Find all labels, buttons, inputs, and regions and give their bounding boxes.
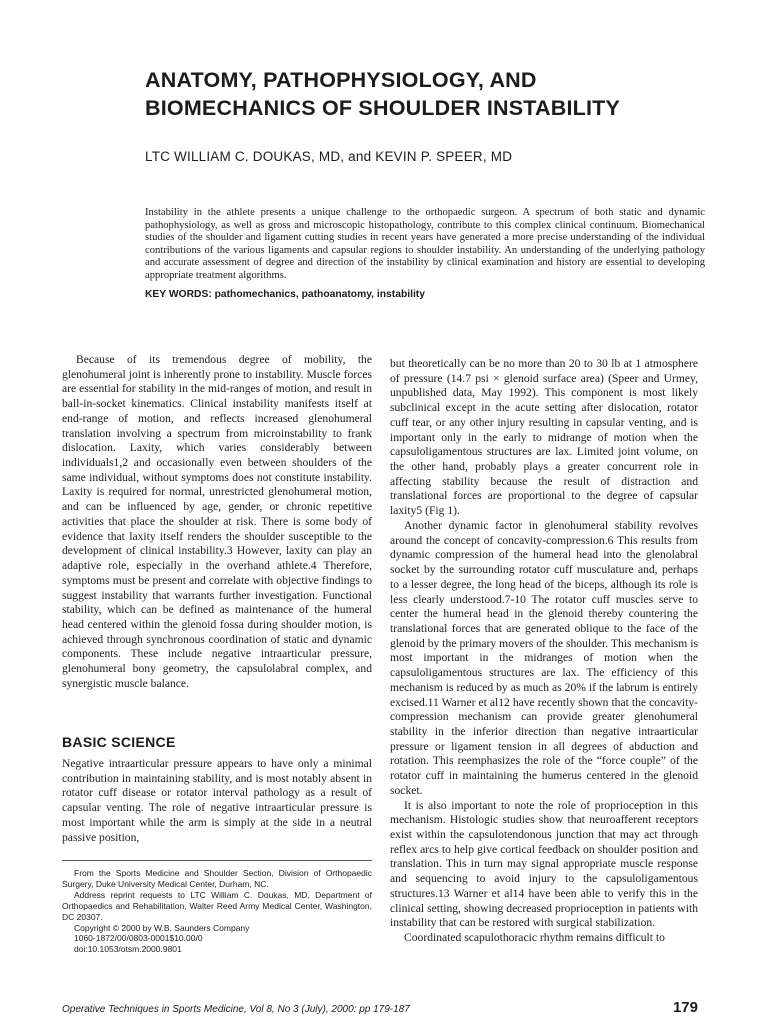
article-title: [145, 66, 745, 122]
journal-citation: Operative Techniques in Sports Medicine, Vol 8, No 3 (July), 2000: pp 179-187: [62, 1004, 410, 1015]
footnote-doi: doi:10.1053/otsm.2000.9801: [74, 944, 182, 955]
footnote-copyright: Copyright © 2000 by W.B. Saunders Company: [74, 922, 250, 933]
footnote-divider: [62, 860, 372, 861]
section-heading-basic-science: BASIC SCIENCE: [62, 734, 176, 750]
footnotes: [62, 868, 372, 955]
article-title-line-1: ANATOMY, PATHOPHYSIOLOGY, AND: [145, 68, 537, 92]
body-paragraph: Because of its tremendous degree of mobility, the glenohumeral joint is inherently prone to instability. Muscle forces are essential for stability in the mid-ranges of motion, and result in ball-in-socket kinematics. Clinical instability manifests itself at end-range of motion, and reflects increased glenohumeral translation involving a spectrum from microinstability to frank dislocation. Laxity, which varies considerably between individuals1,2 and occasionally even between shoulders of the same individual, without symptoms does not constitute instability. Laxity is required for normal, unrestricted glenohumeral motion, and can be influenced by age, gender, or chronic repetitive activities that place the shoulder at risk. There is some body of evidence that laxity itself renders the shoulder susceptible to the development of clinical instability.3 However, laxity can play an adaptive role, especially in the overhand athlete.4 Therefore, symptoms must be present and correlate with objective findings to suggest instability that warrants further investigation. Functional stability, which can be defined as maintenance of the humeral head centered within the glenoid fossa during shoulder motion, is achieved through synchronous coordination of static and dynamic components. These include negative intraarticular pressure, glenohumeral bony geometry, the capsulolabral complex, and synergistic muscle balance.: [62, 353, 372, 690]
body-paragraph: Negative intraarticular pressure appears to have only a minimal contribution in maintaining stability, and is most notably absent in rotator cuff disease or rotator interval pathology as a result of capsular venting. The role of negative intraarticular pressure is most important while the arm is simply at the side in a neutral passive position,: [62, 757, 372, 844]
right-column-text: [390, 357, 698, 946]
footnote-affiliation: From the Sports Medicine and Shoulder Section, Division of Orthopaedic Surgery, Duke University Medical Center, Durham, NC.: [62, 868, 372, 889]
basic-science-text: [62, 757, 372, 845]
body-paragraph: It is also important to note the role of proprioception in this mechanism. Histologic studies show that neuroafferent receptors exist within the capsulotendonous junction that may act through reflex arcs to help give cortical feedback on shoulder position and translation. This in turn may signal appropriate muscle response and sequencing to avoid injury to the capsuloligamentous structures.13 Warner et al14 have been able to verify this in the clinical setting, showing decreased proprioception in patients with instability that can be restored with surgical stabilization.: [390, 798, 698, 930]
body-paragraph: but theoretically can be no more than 20 to 30 lb at 1 atmosphere of pressure (14.7 psi × glenoid surface area) (Speer and Urmey, unpublished data, May 1992). This component is most likely subclinical except in the acute setting after dislocation, rotator cuff tear, or any other injury resulting in capsular venting, and is important only in the early to midrange of motion when the capsuloligamentous structures are lax. Limited joint volume, on the other hand, probably plays a greater concurrent role in affecting stability because the result of distraction and translational forces are proportional to the degree of capsular laxity5 (Fig 1).: [390, 357, 698, 518]
page-number: 179: [672, 999, 698, 1016]
body-paragraph: Coordinated scapulothoracic rhythm remains difficult to: [404, 931, 665, 945]
introduction-text: [62, 353, 372, 692]
author-list: LTC WILLIAM C. DOUKAS, MD, and KEVIN P. SPEER, MD: [145, 149, 513, 164]
body-paragraph: Another dynamic factor in glenohumeral stability revolves around the concept of concavity-compression.6 This results from dynamic compression of the humeral head into the glenolabral socket by the surrounding rotator cuff musculature and, perhaps to a lesser degree, the long head of the biceps, although its role is less clearly understood.7-10 The rotator cuff muscles serve to center the humeral head in the glenoid thereby countering the translational forces that are generated oblique to the face of the glenoid by the primary movers of the shoulder. This mechanism is most important in the midranges of motion when the capsuloligamentous structures are lax. The efficiency of this mechanism is reduced by as much as 20% if the labrum is entirely excised.11 Warner et al12 have recently shown that the concavity-compression mechanism can provide greater glenohumeral stability in the inferior direction than negative intraarticular pressure or ligament tension in all degrees of abduction and rotation. This reemphasizes the role of the “force couple” of the rotator cuff in maintaining the humerus centered in the glenoid socket.: [390, 518, 698, 797]
footnote-reprint-address: Address reprint requests to LTC William C. Doukas, MD, Department of Orthopaedics and Rehabilitation, Walter Reed Army Medical Center, Washington, DC 20307.: [62, 889, 372, 922]
footnote-issn: 1060-1872/00/0803-0001$10.00/0: [74, 933, 203, 944]
article-title-line-2: BIOMECHANICS OF SHOULDER INSTABILITY: [145, 96, 621, 120]
abstract: Instability in the athlete presents a unique challenge to the orthopaedic surgeon. A spectrum of both static and dynamic pathophysiology, as well as gross and microscopic histopathology, contribute to this complex clinical continuum. Biomechanical studies of the shoulder and ligament cutting studies in recent years have generated a more precise understanding of the individual contributions of the various ligaments and capsular regions to shoulder instability. An understanding of the underlying pathology and accurate assessment of degree and direction of the instability by clinical examination and history are essential to developing appropriate treatment algorithms.: [145, 207, 705, 281]
key-words: KEY WORDS: pathomechanics, pathoanatomy, instability: [145, 289, 425, 300]
